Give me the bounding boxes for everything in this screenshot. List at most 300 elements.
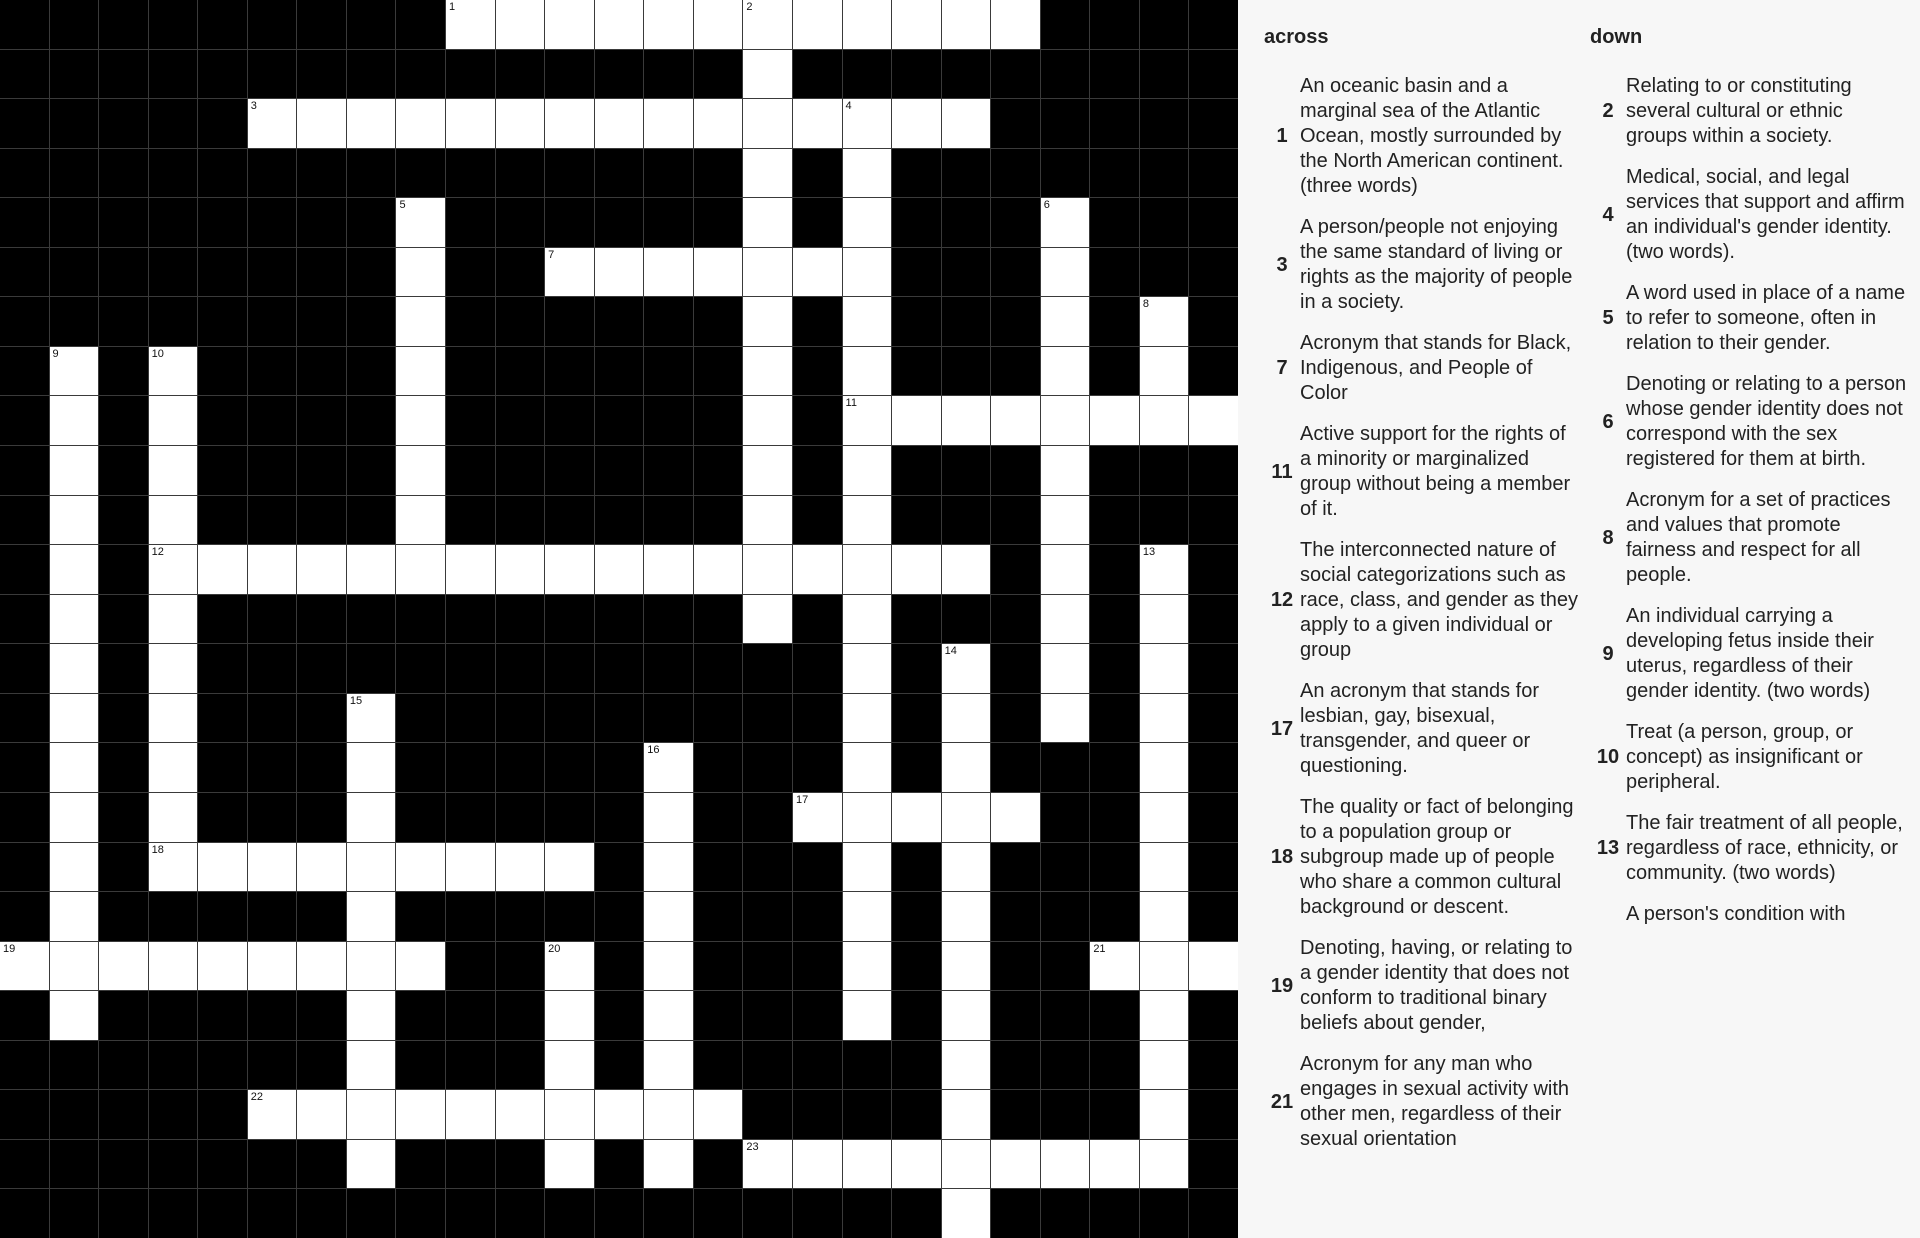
answer-cell[interactable] bbox=[396, 248, 445, 297]
blocked-cell bbox=[694, 793, 743, 842]
answer-cell[interactable] bbox=[396, 446, 445, 495]
answer-cell[interactable] bbox=[50, 843, 99, 892]
answer-cell[interactable] bbox=[347, 694, 396, 743]
answer-cell[interactable] bbox=[843, 892, 892, 941]
answer-cell[interactable] bbox=[644, 99, 693, 148]
answer-cell[interactable] bbox=[1189, 942, 1238, 991]
answer-cell[interactable] bbox=[843, 545, 892, 594]
answer-cell[interactable] bbox=[942, 743, 991, 792]
answer-cell[interactable] bbox=[1041, 396, 1090, 445]
across-column bbox=[1264, 26, 1582, 1168]
answer-cell[interactable] bbox=[297, 1090, 346, 1139]
answer-cell[interactable] bbox=[743, 347, 792, 396]
answer-cell[interactable] bbox=[396, 545, 445, 594]
down-clue[interactable] bbox=[1590, 488, 1908, 588]
answer-cell[interactable] bbox=[297, 545, 346, 594]
blocked-cell bbox=[743, 942, 792, 991]
answer-cell[interactable] bbox=[1090, 396, 1139, 445]
answer-cell[interactable] bbox=[843, 843, 892, 892]
answer-cell[interactable] bbox=[843, 991, 892, 1040]
answer-cell[interactable] bbox=[0, 942, 49, 991]
answer-cell[interactable] bbox=[595, 545, 644, 594]
blocked-cell bbox=[149, 0, 198, 49]
blocked-cell bbox=[545, 149, 594, 198]
answer-cell[interactable] bbox=[149, 843, 198, 892]
answer-cell[interactable] bbox=[1140, 991, 1189, 1040]
down-clue[interactable] bbox=[1590, 74, 1908, 149]
clue-number-label: 20 bbox=[548, 942, 561, 955]
blocked-cell bbox=[1090, 446, 1139, 495]
answer-cell[interactable] bbox=[545, 545, 594, 594]
blocked-cell bbox=[545, 396, 594, 445]
answer-cell[interactable] bbox=[793, 545, 842, 594]
answer-cell[interactable] bbox=[149, 743, 198, 792]
blocked-cell bbox=[545, 694, 594, 743]
clue-number: 12 bbox=[1270, 589, 1294, 611]
blocked-cell bbox=[496, 644, 545, 693]
answer-cell[interactable] bbox=[743, 396, 792, 445]
answer-cell[interactable] bbox=[1140, 892, 1189, 941]
blocked-cell bbox=[942, 248, 991, 297]
answer-cell[interactable] bbox=[644, 942, 693, 991]
answer-cell[interactable] bbox=[496, 99, 545, 148]
answer-cell[interactable] bbox=[1140, 843, 1189, 892]
answer-cell[interactable] bbox=[347, 793, 396, 842]
answer-cell[interactable] bbox=[743, 99, 792, 148]
answer-cell[interactable] bbox=[644, 1090, 693, 1139]
answer-cell[interactable] bbox=[149, 793, 198, 842]
clue-number: 5 bbox=[1602, 307, 1614, 329]
answer-cell[interactable] bbox=[743, 50, 792, 99]
answer-cell[interactable] bbox=[644, 892, 693, 941]
answer-cell[interactable] bbox=[644, 1041, 693, 1090]
answer-cell[interactable] bbox=[1041, 644, 1090, 693]
blocked-cell bbox=[892, 1090, 941, 1139]
answer-cell[interactable] bbox=[1041, 1140, 1090, 1189]
answer-cell[interactable] bbox=[743, 0, 792, 49]
answer-cell[interactable] bbox=[248, 99, 297, 148]
blocked-cell bbox=[793, 396, 842, 445]
answer-cell[interactable] bbox=[347, 942, 396, 991]
answer-cell[interactable] bbox=[50, 644, 99, 693]
down-clue[interactable] bbox=[1590, 372, 1908, 472]
blocked-cell bbox=[347, 595, 396, 644]
across-clue[interactable] bbox=[1264, 795, 1582, 920]
answer-cell[interactable] bbox=[545, 843, 594, 892]
answer-cell[interactable] bbox=[396, 99, 445, 148]
answer-cell[interactable] bbox=[1140, 644, 1189, 693]
answer-cell[interactable] bbox=[942, 99, 991, 148]
blocked-cell bbox=[149, 50, 198, 99]
answer-cell[interactable] bbox=[942, 793, 991, 842]
blocked-cell bbox=[99, 1041, 148, 1090]
answer-cell[interactable] bbox=[595, 248, 644, 297]
blocked-cell bbox=[1189, 644, 1238, 693]
answer-cell[interactable] bbox=[1140, 297, 1189, 346]
blocked-cell bbox=[1189, 248, 1238, 297]
answer-cell[interactable] bbox=[545, 942, 594, 991]
answer-cell[interactable] bbox=[843, 248, 892, 297]
answer-cell[interactable] bbox=[644, 545, 693, 594]
blocked-cell bbox=[99, 297, 148, 346]
answer-cell[interactable] bbox=[347, 743, 396, 792]
answer-cell[interactable] bbox=[1090, 1140, 1139, 1189]
answer-cell[interactable] bbox=[396, 198, 445, 247]
answer-cell[interactable] bbox=[644, 793, 693, 842]
answer-cell[interactable] bbox=[149, 496, 198, 545]
down-clue[interactable] bbox=[1590, 165, 1908, 265]
answer-cell[interactable] bbox=[347, 99, 396, 148]
down-clue[interactable] bbox=[1590, 720, 1908, 795]
answer-cell[interactable] bbox=[1140, 793, 1189, 842]
answer-cell[interactable] bbox=[50, 743, 99, 792]
answer-cell[interactable] bbox=[396, 1090, 445, 1139]
answer-cell[interactable] bbox=[942, 1140, 991, 1189]
blocked-cell bbox=[496, 496, 545, 545]
answer-cell[interactable] bbox=[396, 297, 445, 346]
answer-cell[interactable] bbox=[793, 248, 842, 297]
blocked-cell bbox=[396, 793, 445, 842]
answer-cell[interactable] bbox=[743, 149, 792, 198]
answer-cell[interactable] bbox=[545, 991, 594, 1040]
answer-cell[interactable] bbox=[991, 396, 1040, 445]
answer-cell[interactable] bbox=[843, 694, 892, 743]
answer-cell[interactable] bbox=[991, 1140, 1040, 1189]
clue-text: Denoting or relating to a person whose gender identity does not correspond with the sex registered for them at birth. bbox=[1626, 373, 1907, 470]
answer-cell[interactable] bbox=[50, 396, 99, 445]
answer-cell[interactable] bbox=[545, 0, 594, 49]
answer-cell[interactable] bbox=[297, 99, 346, 148]
answer-cell[interactable] bbox=[694, 99, 743, 148]
answer-cell[interactable] bbox=[644, 991, 693, 1040]
blocked-cell bbox=[396, 595, 445, 644]
answer-cell[interactable] bbox=[149, 595, 198, 644]
answer-cell[interactable] bbox=[149, 446, 198, 495]
answer-cell[interactable] bbox=[1041, 545, 1090, 594]
blocked-cell bbox=[198, 396, 247, 445]
answer-cell[interactable] bbox=[942, 942, 991, 991]
down-clue[interactable] bbox=[1590, 811, 1908, 886]
clue-number-label: 21 bbox=[1093, 942, 1106, 955]
blocked-cell bbox=[1090, 1189, 1139, 1238]
answer-cell[interactable] bbox=[1140, 595, 1189, 644]
blocked-cell bbox=[99, 694, 148, 743]
answer-cell[interactable] bbox=[198, 942, 247, 991]
blocked-cell bbox=[50, 1189, 99, 1238]
answer-cell[interactable] bbox=[50, 942, 99, 991]
answer-cell[interactable] bbox=[496, 0, 545, 49]
answer-cell[interactable] bbox=[149, 545, 198, 594]
across-clue[interactable] bbox=[1264, 538, 1582, 663]
answer-cell[interactable] bbox=[496, 1090, 545, 1139]
answer-cell[interactable] bbox=[396, 942, 445, 991]
answer-cell[interactable] bbox=[843, 595, 892, 644]
blocked-cell bbox=[198, 1090, 247, 1139]
blocked-cell bbox=[1090, 496, 1139, 545]
answer-cell[interactable] bbox=[248, 1090, 297, 1139]
answer-cell[interactable] bbox=[892, 1140, 941, 1189]
answer-cell[interactable] bbox=[50, 545, 99, 594]
answer-cell[interactable] bbox=[942, 1041, 991, 1090]
answer-cell[interactable] bbox=[743, 446, 792, 495]
answer-cell[interactable] bbox=[743, 545, 792, 594]
answer-cell[interactable] bbox=[743, 248, 792, 297]
blocked-cell bbox=[991, 892, 1040, 941]
blocked-cell bbox=[198, 793, 247, 842]
down-clue[interactable] bbox=[1590, 902, 1908, 927]
answer-cell[interactable] bbox=[793, 1140, 842, 1189]
answer-cell[interactable] bbox=[446, 545, 495, 594]
answer-cell[interactable] bbox=[843, 942, 892, 991]
answer-cell[interactable] bbox=[50, 694, 99, 743]
answer-cell[interactable] bbox=[1140, 1041, 1189, 1090]
blocked-cell bbox=[446, 793, 495, 842]
answer-cell[interactable] bbox=[942, 0, 991, 49]
across-clue[interactable] bbox=[1264, 1052, 1582, 1152]
clue-number: 18 bbox=[1270, 846, 1294, 868]
answer-cell[interactable] bbox=[892, 793, 941, 842]
answer-cell[interactable] bbox=[991, 0, 1040, 49]
answer-cell[interactable] bbox=[942, 545, 991, 594]
answer-cell[interactable] bbox=[496, 545, 545, 594]
answer-cell[interactable] bbox=[50, 595, 99, 644]
blocked-cell bbox=[595, 694, 644, 743]
answer-cell[interactable] bbox=[694, 248, 743, 297]
answer-cell[interactable] bbox=[644, 743, 693, 792]
answer-cell[interactable] bbox=[1140, 545, 1189, 594]
answer-cell[interactable] bbox=[892, 0, 941, 49]
answer-cell[interactable] bbox=[1041, 347, 1090, 396]
answer-cell[interactable] bbox=[198, 545, 247, 594]
answer-cell[interactable] bbox=[694, 545, 743, 594]
answer-cell[interactable] bbox=[1090, 942, 1139, 991]
answer-cell[interactable] bbox=[545, 248, 594, 297]
answer-cell[interactable] bbox=[793, 99, 842, 148]
blocked-cell bbox=[248, 297, 297, 346]
answer-cell[interactable] bbox=[843, 149, 892, 198]
answer-cell[interactable] bbox=[793, 793, 842, 842]
answer-cell[interactable] bbox=[644, 843, 693, 892]
answer-cell[interactable] bbox=[446, 843, 495, 892]
blocked-cell bbox=[297, 1041, 346, 1090]
blocked-cell bbox=[644, 149, 693, 198]
answer-cell[interactable] bbox=[843, 396, 892, 445]
across-clue[interactable] bbox=[1264, 331, 1582, 406]
answer-cell[interactable] bbox=[644, 248, 693, 297]
blocked-cell bbox=[793, 149, 842, 198]
answer-cell[interactable] bbox=[644, 0, 693, 49]
answer-cell[interactable] bbox=[1041, 297, 1090, 346]
answer-cell[interactable] bbox=[743, 595, 792, 644]
down-clue[interactable] bbox=[1590, 604, 1908, 704]
answer-cell[interactable] bbox=[694, 1090, 743, 1139]
answer-cell[interactable] bbox=[942, 843, 991, 892]
answer-cell[interactable] bbox=[595, 0, 644, 49]
answer-cell[interactable] bbox=[396, 396, 445, 445]
answer-cell[interactable] bbox=[248, 545, 297, 594]
answer-cell[interactable] bbox=[843, 446, 892, 495]
answer-cell[interactable] bbox=[1140, 396, 1189, 445]
answer-cell[interactable] bbox=[248, 942, 297, 991]
answer-cell[interactable] bbox=[942, 991, 991, 1040]
answer-cell[interactable] bbox=[1140, 694, 1189, 743]
answer-cell[interactable] bbox=[347, 892, 396, 941]
blocked-cell bbox=[347, 149, 396, 198]
blocked-cell bbox=[1189, 297, 1238, 346]
answer-cell[interactable] bbox=[396, 843, 445, 892]
answer-cell[interactable] bbox=[1041, 595, 1090, 644]
blocked-cell bbox=[149, 198, 198, 247]
answer-cell[interactable] bbox=[396, 347, 445, 396]
answer-cell[interactable] bbox=[446, 99, 495, 148]
blocked-cell bbox=[644, 446, 693, 495]
answer-cell[interactable] bbox=[50, 892, 99, 941]
answer-cell[interactable] bbox=[248, 843, 297, 892]
answer-cell[interactable] bbox=[1189, 396, 1238, 445]
answer-cell[interactable] bbox=[892, 99, 941, 148]
blocked-cell bbox=[595, 595, 644, 644]
answer-cell[interactable] bbox=[942, 694, 991, 743]
blocked-cell bbox=[297, 50, 346, 99]
answer-cell[interactable] bbox=[892, 545, 941, 594]
across-clue[interactable] bbox=[1264, 936, 1582, 1036]
blocked-cell bbox=[396, 892, 445, 941]
answer-cell[interactable] bbox=[1041, 446, 1090, 495]
answer-cell[interactable] bbox=[347, 991, 396, 1040]
answer-cell[interactable] bbox=[396, 496, 445, 545]
answer-cell[interactable] bbox=[793, 0, 842, 49]
answer-cell[interactable] bbox=[942, 1189, 991, 1238]
answer-cell[interactable] bbox=[1041, 694, 1090, 743]
answer-cell[interactable] bbox=[1140, 347, 1189, 396]
clue-number: 2 bbox=[1602, 100, 1614, 122]
across-clue[interactable] bbox=[1264, 422, 1582, 522]
blocked-cell bbox=[1041, 793, 1090, 842]
clue-number-label: 23 bbox=[746, 1140, 759, 1153]
blocked-cell bbox=[595, 644, 644, 693]
answer-cell[interactable] bbox=[50, 347, 99, 396]
answer-cell[interactable] bbox=[149, 644, 198, 693]
answer-cell[interactable] bbox=[942, 396, 991, 445]
across-clue[interactable] bbox=[1264, 74, 1582, 199]
blocked-cell bbox=[793, 644, 842, 693]
answer-cell[interactable] bbox=[843, 496, 892, 545]
answer-cell[interactable] bbox=[1140, 1090, 1189, 1139]
answer-cell[interactable] bbox=[694, 0, 743, 49]
answer-cell[interactable] bbox=[644, 1140, 693, 1189]
answer-cell[interactable] bbox=[743, 198, 792, 247]
answer-cell[interactable] bbox=[843, 644, 892, 693]
answer-cell[interactable] bbox=[446, 1090, 495, 1139]
down-clue[interactable] bbox=[1590, 281, 1908, 356]
blocked-cell bbox=[99, 396, 148, 445]
across-clue[interactable] bbox=[1264, 679, 1582, 779]
answer-cell[interactable] bbox=[347, 1140, 396, 1189]
answer-cell[interactable] bbox=[149, 347, 198, 396]
answer-cell[interactable] bbox=[1140, 942, 1189, 991]
blocked-cell bbox=[149, 149, 198, 198]
blocked-cell bbox=[297, 644, 346, 693]
blocked-cell bbox=[1189, 347, 1238, 396]
answer-cell[interactable] bbox=[347, 843, 396, 892]
answer-cell[interactable] bbox=[347, 545, 396, 594]
answer-cell[interactable] bbox=[50, 446, 99, 495]
answer-cell[interactable] bbox=[99, 942, 148, 991]
answer-cell[interactable] bbox=[991, 793, 1040, 842]
answer-cell[interactable] bbox=[149, 942, 198, 991]
answer-cell[interactable] bbox=[843, 1140, 892, 1189]
blocked-cell bbox=[843, 50, 892, 99]
blocked-cell bbox=[595, 396, 644, 445]
answer-cell[interactable] bbox=[545, 1041, 594, 1090]
blocked-cell bbox=[1090, 198, 1139, 247]
clue-text: Acronym for a set of practices and values that promote fairness and respect for all people. bbox=[1626, 489, 1891, 586]
answer-cell[interactable] bbox=[545, 99, 594, 148]
answer-cell[interactable] bbox=[942, 892, 991, 941]
across-clue[interactable] bbox=[1264, 215, 1582, 315]
answer-cell[interactable] bbox=[545, 1090, 594, 1139]
answer-cell[interactable] bbox=[1140, 743, 1189, 792]
answer-cell[interactable] bbox=[1041, 496, 1090, 545]
answer-cell[interactable] bbox=[743, 1140, 792, 1189]
answer-cell[interactable] bbox=[843, 99, 892, 148]
answer-cell[interactable] bbox=[50, 991, 99, 1040]
blocked-cell bbox=[248, 149, 297, 198]
answer-cell[interactable] bbox=[1041, 248, 1090, 297]
answer-cell[interactable] bbox=[843, 0, 892, 49]
answer-cell[interactable] bbox=[297, 942, 346, 991]
answer-cell[interactable] bbox=[50, 793, 99, 842]
answer-cell[interactable] bbox=[149, 694, 198, 743]
answer-cell[interactable] bbox=[595, 1090, 644, 1139]
blocked-cell bbox=[694, 347, 743, 396]
blocked-cell bbox=[942, 347, 991, 396]
answer-cell[interactable] bbox=[149, 396, 198, 445]
answer-cell[interactable] bbox=[843, 198, 892, 247]
answer-cell[interactable] bbox=[1041, 198, 1090, 247]
clue-text: A person/people not enjoying the same standard of living or rights as the majority of people in a society. bbox=[1300, 216, 1573, 313]
answer-cell[interactable] bbox=[942, 1090, 991, 1139]
answer-cell[interactable] bbox=[1140, 1140, 1189, 1189]
answer-cell[interactable] bbox=[198, 843, 247, 892]
answer-cell[interactable] bbox=[843, 297, 892, 346]
answer-cell[interactable] bbox=[545, 1140, 594, 1189]
answer-cell[interactable] bbox=[297, 843, 346, 892]
answer-cell[interactable] bbox=[843, 793, 892, 842]
blocked-cell bbox=[297, 694, 346, 743]
blocked-cell bbox=[297, 149, 346, 198]
blocked-cell bbox=[396, 694, 445, 743]
answer-cell[interactable] bbox=[496, 843, 545, 892]
answer-cell[interactable] bbox=[843, 347, 892, 396]
blocked-cell bbox=[743, 793, 792, 842]
blocked-cell bbox=[942, 595, 991, 644]
answer-cell[interactable] bbox=[446, 0, 495, 49]
blocked-cell bbox=[248, 1041, 297, 1090]
answer-cell[interactable] bbox=[743, 297, 792, 346]
clue-number-label: 22 bbox=[250, 1091, 264, 1104]
answer-cell[interactable] bbox=[743, 496, 792, 545]
answer-cell[interactable] bbox=[347, 1041, 396, 1090]
answer-cell[interactable] bbox=[50, 496, 99, 545]
blocked-cell bbox=[198, 496, 247, 545]
answer-cell[interactable] bbox=[892, 396, 941, 445]
answer-cell[interactable] bbox=[347, 1090, 396, 1139]
answer-cell[interactable] bbox=[942, 644, 991, 693]
blocked-cell bbox=[1090, 595, 1139, 644]
answer-cell[interactable] bbox=[843, 743, 892, 792]
answer-cell[interactable] bbox=[595, 99, 644, 148]
